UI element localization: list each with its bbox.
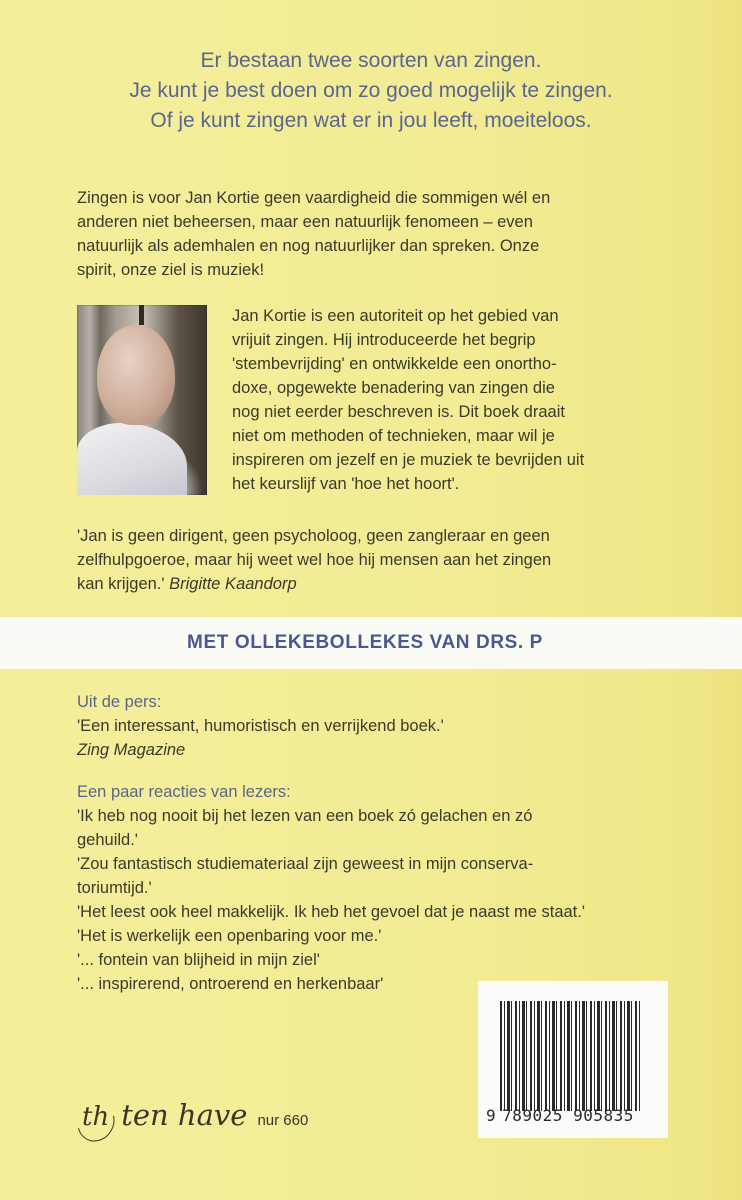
reader-quote-line: 'Het leest ook heel makkelijk. Ik heb het gevoel dat je naast me staat.' (77, 903, 585, 921)
barcode-bars (500, 1001, 640, 1111)
barcode-prefix: 9 (486, 1106, 497, 1125)
reader-quote-line: 'Ik heb nog nooit bij het lezen van een boek zó gelachen en zó (77, 807, 533, 825)
photo-background-detail (139, 305, 144, 325)
press-label: Uit de pers: (77, 693, 162, 711)
readers-label: Een paar reacties van lezers: (77, 783, 291, 801)
publisher-name: ten have (121, 1098, 248, 1132)
press-section (77, 690, 697, 762)
bio-line: doxe, opgewekte benadering van zingen die (232, 379, 555, 397)
reader-quote-line: toriumtijd.' (77, 879, 152, 897)
intro-line: anderen niet beheersen, maar een natuurlijk fenomeen – even (77, 213, 533, 231)
intro-line: natuurlijk als ademhalen en nog natuurlijker dan spreken. Onze (77, 237, 540, 255)
intro-line: spirit, onze ziel is muziek! (77, 261, 265, 279)
barcode-digits: 789025 905835 (502, 1106, 634, 1125)
tagline (0, 46, 742, 136)
endorsement-quote (77, 524, 697, 596)
reader-quote-line: gehuild.' (77, 831, 138, 849)
author-photo (77, 305, 207, 495)
reader-quote-line: 'Het is werkelijk een openbaring voor me.' (77, 927, 382, 945)
reader-quote-line: '... fontein van blijheid in mijn ziel' (77, 951, 320, 969)
intro-paragraph (77, 186, 677, 282)
nur-code: nur 660 (257, 1112, 309, 1129)
publisher-logo (80, 1098, 308, 1148)
photo-head (97, 325, 175, 425)
isbn-barcode (478, 981, 668, 1138)
intro-line: Zingen is voor Jan Kortie geen vaardigheid die sommigen wél en (77, 189, 551, 207)
tagline-line: Of je kunt zingen wat er in jou leeft, moeiteloos. (150, 109, 592, 132)
bio-line: vrijuit zingen. Hij introduceerde het begrip (232, 331, 536, 349)
bio-line: 'stembevrijding' en ontwikkelde een onortho- (232, 355, 557, 373)
feature-band (0, 617, 742, 669)
feature-band-text: MET OLLEKEBOLLEKES VAN DRS. P (187, 632, 543, 653)
quote-author: Brigitte Kaandorp (169, 575, 297, 593)
reader-quote-line: 'Zou fantastisch studiemateriaal zijn geweest in mijn conserva- (77, 855, 534, 873)
author-bio (232, 304, 672, 496)
bio-line: Jan Kortie is een autoriteit op het gebied van (232, 307, 559, 325)
reader-quote-line: '... inspirerend, ontroerend en herkenbaar' (77, 975, 384, 993)
press-source: Zing Magazine (77, 741, 186, 759)
bio-line: nog niet eerder beschreven is. Dit boek draait (232, 403, 565, 421)
quote-last-line: kan krijgen.' (77, 575, 165, 593)
press-quote: 'Een interessant, humoristisch en verrijkend boek.' (77, 717, 444, 735)
quote-line: 'Jan is geen dirigent, geen psycholoog, geen zangleraar en geen (77, 527, 550, 545)
barcode-number (486, 1106, 666, 1125)
tagline-line: Er bestaan twee soorten van zingen. (200, 49, 542, 72)
bio-line: niet om methoden of technieken, maar wil je (232, 427, 555, 445)
bio-line: inspireren om jezelf en je muziek te bevrijden uit (232, 451, 585, 469)
bio-line: het keurslijf van 'hoe het hoort'. (232, 475, 460, 493)
quote-line (77, 572, 697, 596)
publisher-mark-icon: th (80, 1102, 113, 1132)
tagline-line: Je kunt je best doen om zo goed mogelijk te zingen. (129, 79, 613, 102)
reader-reactions (77, 780, 697, 996)
quote-line: zelfhulpgoeroe, maar hij weet wel hoe hij mensen aan het zingen (77, 551, 552, 569)
photo-shirt (77, 423, 187, 495)
